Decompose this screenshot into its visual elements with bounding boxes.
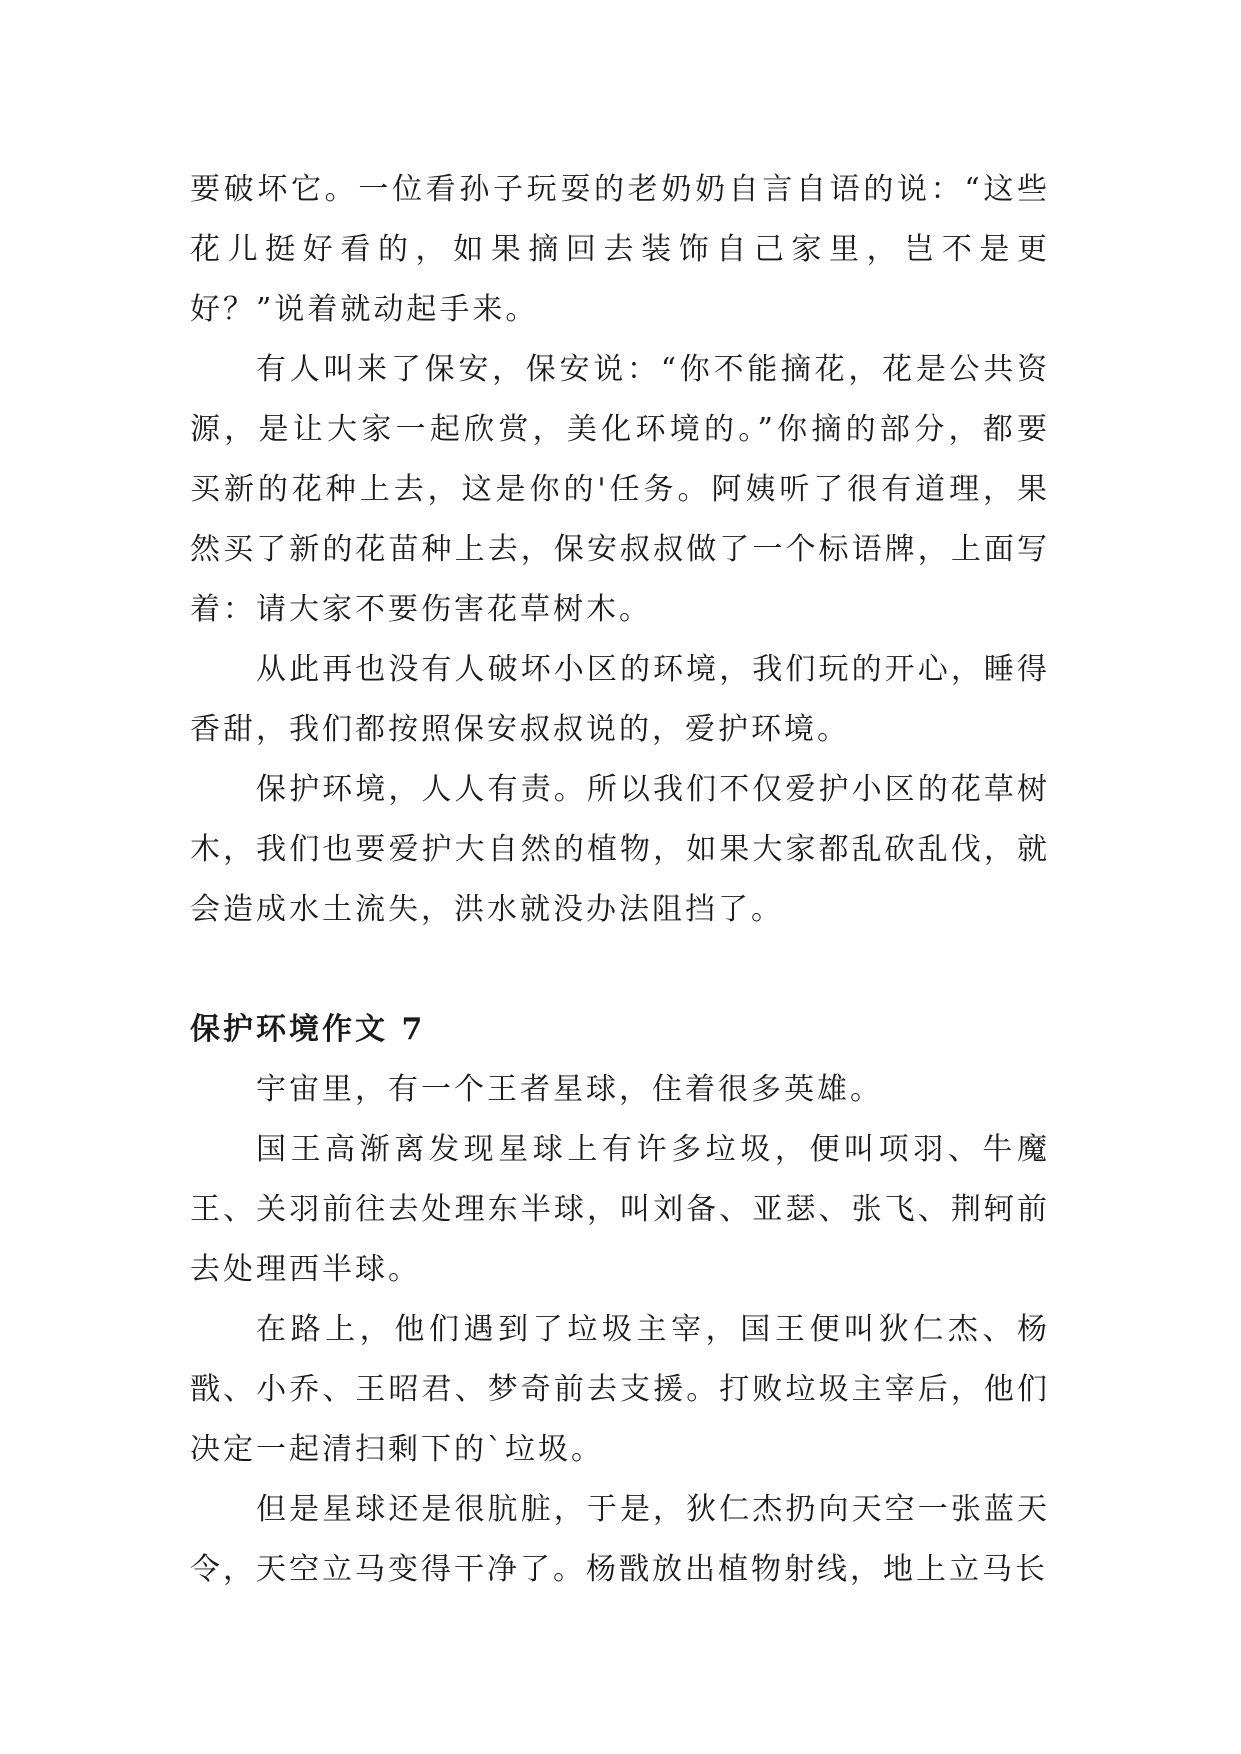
paragraph-universe: 宇宙里，有一个王者星球，住着很多英雄。 [256, 1072, 883, 1107]
paragraph-still-dirty: 但是星球还是很肮脏，于是，狄仁杰扔向天空一张蓝天令，天空立马变得干净了。杨戬放出植物射线，地上立马长 [190, 1492, 1050, 1587]
document-body [190, 160, 1050, 1600]
paragraph-security-guard: 有人叫来了保安，保安说：“你不能摘花，花是公共资源，是让大家一起欣赏，美化环境的。”你摘的部分，都要买新的花种上去，这是你的'任务。阿姨听了很有道理，果然买了新的花苗种上去，保安叔叔做了一个标语牌，上面写着：请大家不要伤害花草树木。 [190, 352, 1050, 627]
paragraph-continuation: 要破坏它。一位看孙子玩耍的老奶奶自言自语的说：“这些花儿挺好看的，如果摘回去装饰自己家里，岂不是更好？”说着就动起手来。 [190, 172, 1050, 327]
paragraph-king: 国王高渐离发现星球上有许多垃圾，便叫项羽、牛魔王、关羽前往去处理东半球，叫刘备、亚瑟、张飞、荆轲前去处理西半球。 [190, 1132, 1050, 1287]
paragraph-on-the-road: 在路上，他们遇到了垃圾主宰，国王便叫狄仁杰、杨戬、小乔、王昭君、梦奇前去支援。打败垃圾主宰后，他们决定一起清扫剩下的`垃圾。 [190, 1312, 1050, 1467]
essay-title: 保护环境作文 7 [190, 1012, 426, 1047]
paragraph-responsibility: 保护环境，人人有责。所以我们不仅爱护小区的花草树木，我们也要爱护大自然的植物，如果大家都乱砍乱伐，就会造成水土流失，洪水就没办法阻挡了。 [190, 772, 1050, 927]
paragraph-no-more-damage: 从此再也没有人破坏小区的环境，我们玩的开心，睡得香甜，我们都按照保安叔叔说的，爱护环境。 [190, 652, 1050, 747]
